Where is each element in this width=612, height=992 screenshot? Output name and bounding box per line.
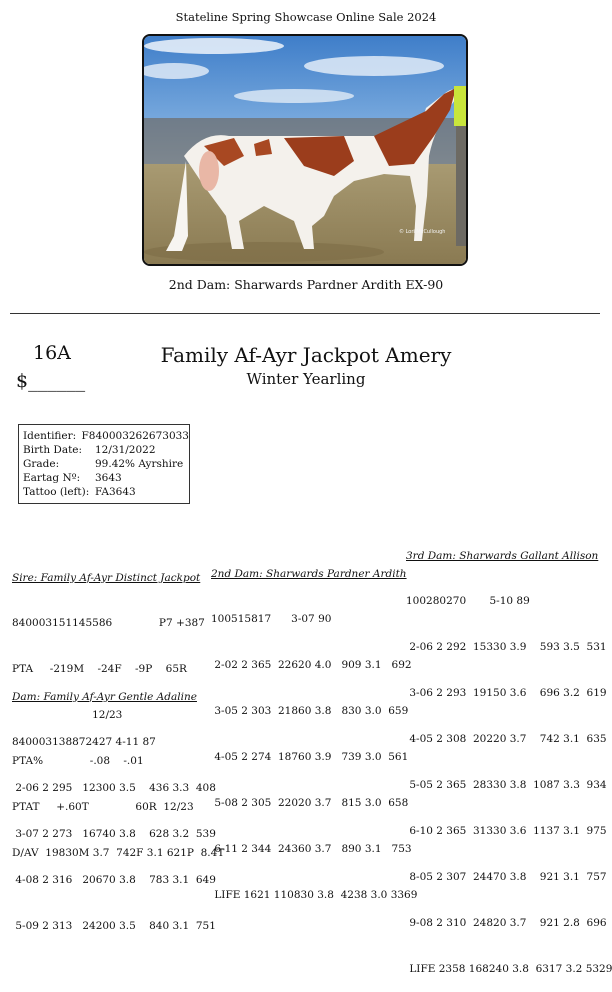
pedigree-line: 6-10 2 365 31330 3.6 1137 3.1 975 bbox=[406, 824, 607, 837]
pedigree-line: 4-05 2 308 20220 3.7 742 3.1 635 bbox=[406, 733, 607, 746]
pedigree-line: 6-11 2 344 24360 3.7 890 3.1 753 bbox=[211, 842, 412, 855]
pedigree-line: 3-05 2 303 21860 3.8 830 3.0 659 bbox=[211, 705, 409, 718]
pedigree-line: PTAT +.60T 60R 12/23 bbox=[12, 801, 194, 814]
pedigree-line: 4-05 2 274 18760 3.9 739 3.0 561 bbox=[211, 751, 409, 764]
pedigree-line: D/AV 19830M 3.7 742F 3.1 621P 8.4T bbox=[12, 846, 225, 859]
pedigree-line: 2-06 2 295 12300 3.5 436 3.3 408 bbox=[12, 782, 216, 795]
grade-row: Grade: 99.42% Ayrshire bbox=[23, 458, 184, 470]
pedigree-line: 2-06 2 292 15330 3.9 593 3.5 531 bbox=[406, 641, 607, 654]
pedigree-line: 2-02 2 365 22620 4.0 909 3.1 692 bbox=[211, 659, 412, 672]
sale-title: Stateline Spring Showcase Online Sale 2024 bbox=[175, 10, 437, 24]
pedigree-line: 3-06 2 293 19150 3.6 696 3.2 619 bbox=[406, 687, 607, 700]
sire-heading: Sire: Family Af-Ayr Distinct Jackpot bbox=[12, 571, 201, 584]
cow-photo bbox=[142, 34, 468, 266]
photo-caption: 2nd Dam: Sharwards Pardner Ardith EX-90 bbox=[168, 277, 444, 292]
pedigree-line: PTA -219M -24F -9P 65R bbox=[12, 663, 187, 676]
second-dam-heading: 2nd Dam: Sharwards Pardner Ardith bbox=[211, 567, 407, 580]
dam-block bbox=[12, 659, 216, 950]
eartag-row: Eartag Nº: 3643 bbox=[23, 472, 122, 484]
tattoo-row: Tattoo (left): FA3643 bbox=[23, 486, 136, 498]
animal-class: Winter Yearling bbox=[246, 370, 366, 388]
pedigree-line: 5-09 2 313 24200 3.5 840 3.1 751 bbox=[12, 920, 216, 933]
divider-rule bbox=[10, 313, 600, 314]
pedigree-line: 840003138872427 4-11 87 bbox=[12, 736, 156, 749]
pedigree-line: LIFE 1621 110830 3.8 4238 3.0 3369 bbox=[211, 888, 418, 901]
identifier-row: Identifier: F840003262673033 bbox=[23, 430, 189, 442]
pedigree-line: 840003151145586 P7 +387 bbox=[12, 617, 205, 630]
lot-number: 16A bbox=[33, 342, 71, 364]
pedigree-line: 9-08 2 310 24820 3.7 921 2.8 696 bbox=[406, 916, 607, 929]
pedigree-line: PTA% -.08 -.01 bbox=[12, 755, 144, 768]
identification-box bbox=[18, 424, 190, 504]
pedigree-line: 100515817 3-07 90 bbox=[211, 613, 332, 626]
price-blank: $______ bbox=[16, 370, 86, 392]
pedigree-line: 4-08 2 316 20670 3.8 783 3.1 649 bbox=[12, 874, 216, 887]
second-dam-block bbox=[211, 536, 417, 918]
third-dam-block bbox=[406, 518, 612, 992]
third-dam-heading: 3rd Dam: Sharwards Gallant Allison bbox=[406, 549, 599, 562]
birth-date-row: Birth Date: 12/31/2022 bbox=[23, 444, 156, 456]
pedigree-line: 100280270 5-10 89 bbox=[406, 595, 530, 608]
pedigree-line: 8-05 2 307 24470 3.8 921 3.1 757 bbox=[406, 870, 607, 883]
dam-heading: Dam: Family Af-Ayr Gentle Adaline bbox=[12, 690, 197, 703]
pedigree-line: 3-07 2 273 16740 3.8 628 3.2 539 bbox=[12, 828, 216, 841]
animal-name: Family Af-Ayr Jackpot Amery bbox=[160, 343, 452, 367]
pedigree-line: 12/23 bbox=[12, 709, 123, 722]
pedigree-line: 5-05 2 365 28330 3.8 1087 3.3 934 bbox=[406, 779, 607, 792]
pedigree-line: 5-08 2 305 22020 3.7 815 3.0 658 bbox=[211, 797, 409, 810]
photo-credit: © Lori McCullough bbox=[399, 229, 446, 235]
pedigree-line: LIFE 2358 168240 3.8 6317 3.2 5329 bbox=[406, 962, 612, 975]
